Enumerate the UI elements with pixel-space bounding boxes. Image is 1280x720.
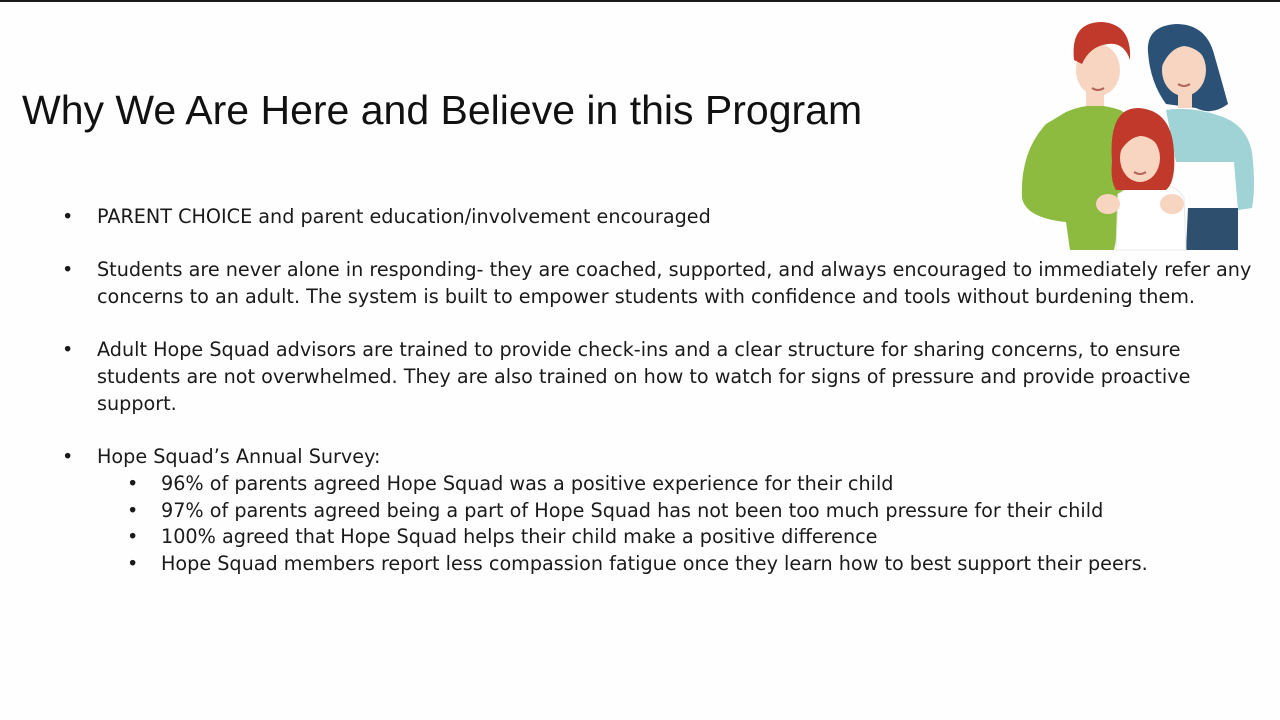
bullet-item: • Students are never alone in responding- they are coached, supported, and always encouraged to immediately refer any concerns to an adult. The system is built to empower students with confidence and tools without burdening them. xyxy=(62,257,1262,310)
bullet-item: • Adult Hope Squad advisors are trained to provide check-ins and a clear structure for sharing concerns, to ensure students are not overwhelmed. They are also trained on how to watch for signs of pressure and provide proactive support. xyxy=(62,337,1262,417)
bullet-list xyxy=(62,204,1262,604)
survey-results-list xyxy=(97,471,1262,578)
survey-result-item: • 97% of parents agreed being a part of Hope Squad has not been too much pressure for their child xyxy=(127,498,1262,525)
bullet-item: • PARENT CHOICE and parent education/involvement encouraged xyxy=(62,204,1262,231)
survey-heading: Hope Squad’s Annual Survey: xyxy=(97,445,381,469)
survey-result-item: • Hope Squad members report less compassion fatigue once they learn how to best support their peers. xyxy=(127,551,1262,578)
slide-title: Why We Are Here and Believe in this Program xyxy=(22,87,863,133)
survey-result-item: • 96% of parents agreed Hope Squad was a positive experience for their child xyxy=(127,471,1262,498)
bullet-item-survey xyxy=(62,444,1262,578)
survey-result-item: • 100% agreed that Hope Squad helps their child make a positive difference xyxy=(127,524,1262,551)
